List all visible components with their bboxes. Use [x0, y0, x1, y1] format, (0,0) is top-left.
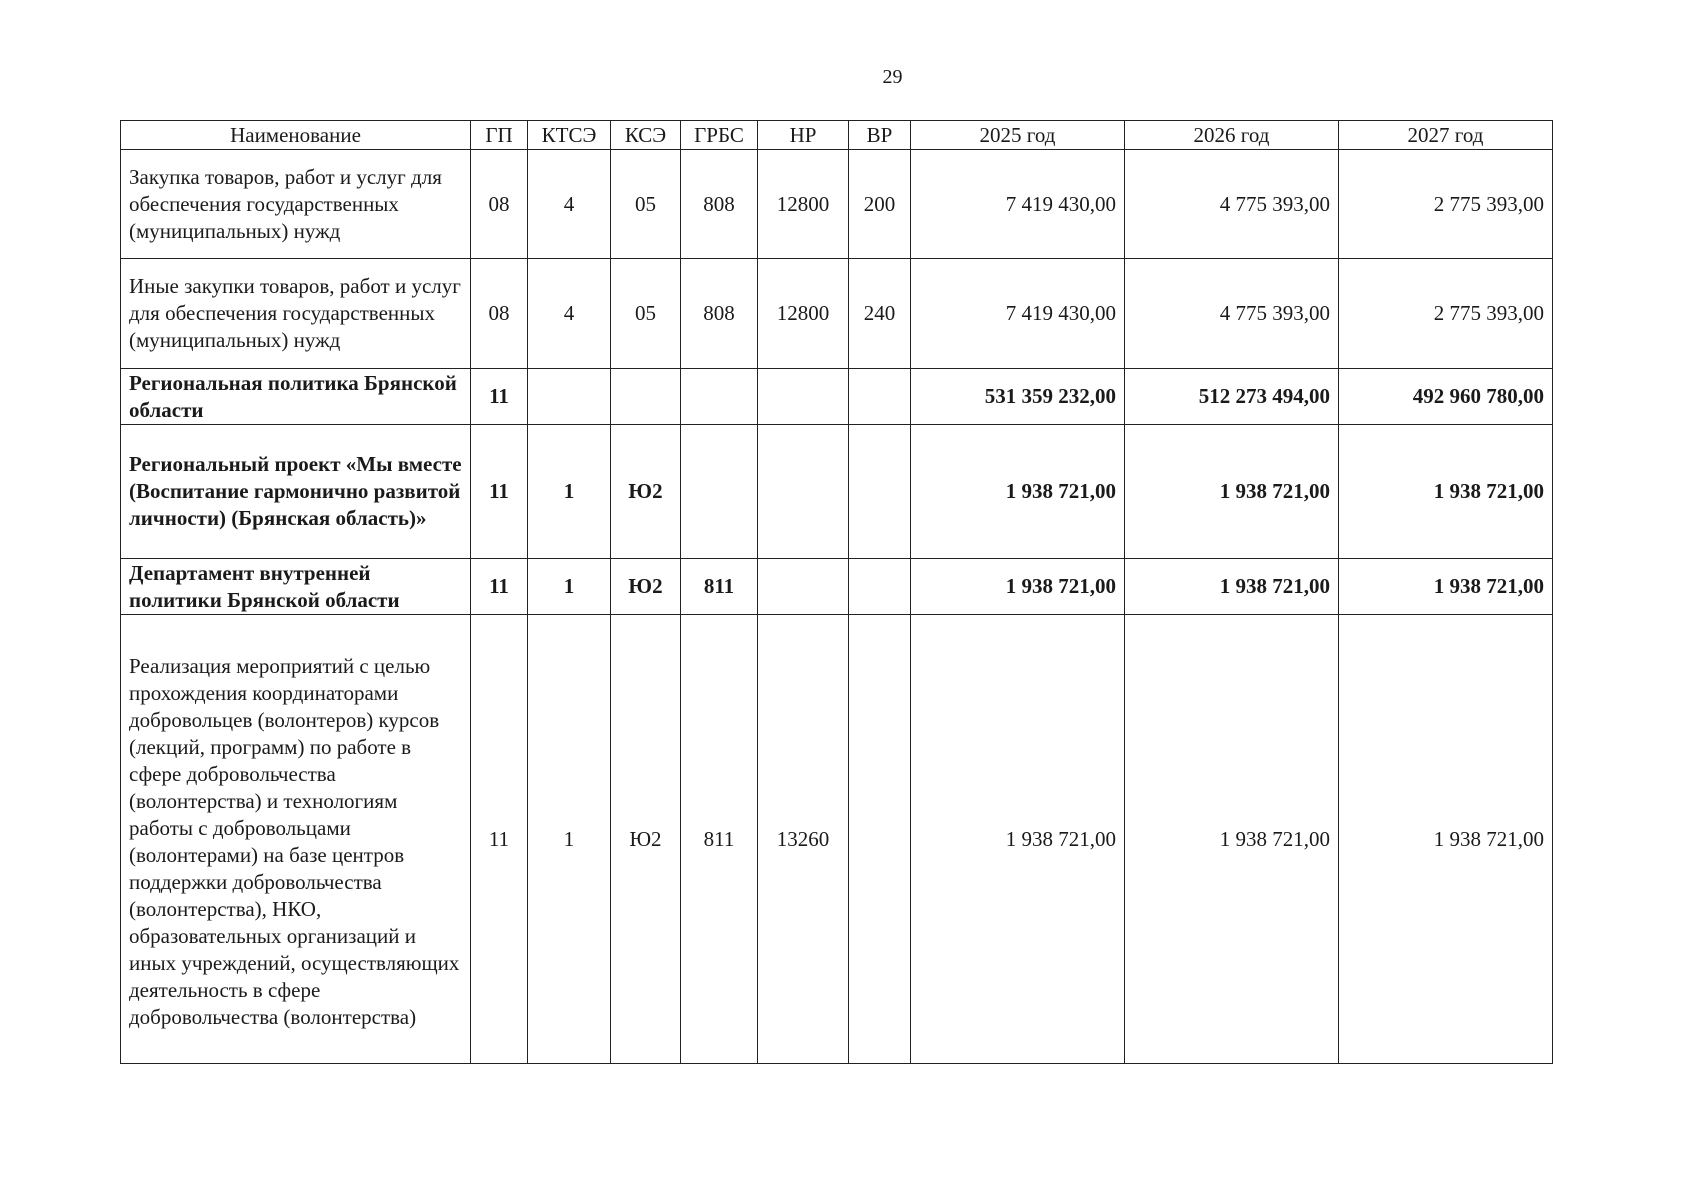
- header-nr: НР: [758, 121, 849, 150]
- row-nr: [758, 425, 849, 559]
- row-vr: [849, 369, 911, 425]
- row-gp: 08: [471, 259, 528, 369]
- table-row: [121, 259, 1553, 369]
- header-2026: 2026 год: [1125, 121, 1339, 150]
- row-kse: 05: [611, 259, 681, 369]
- row-ktse: 1: [528, 559, 611, 615]
- row-name: Иные закупки товаров, работ и услуг для обеспечения государственных (муниципальных) нужд: [121, 259, 471, 369]
- header-ktse: КТСЭ: [528, 121, 611, 150]
- row-nr: 12800: [758, 150, 849, 259]
- row-name: Региональная политика Брянской области: [121, 369, 471, 425]
- row-kse: [611, 369, 681, 425]
- table-row: [121, 425, 1553, 559]
- header-name: Наименование: [121, 121, 471, 150]
- row-2026: 4 775 393,00: [1125, 259, 1339, 369]
- row-grbs: 811: [681, 615, 758, 1064]
- row-gp: 11: [471, 369, 528, 425]
- row-kse: Ю2: [611, 425, 681, 559]
- row-2025: 1 938 721,00: [911, 615, 1125, 1064]
- row-2027: 2 775 393,00: [1339, 150, 1553, 259]
- row-grbs: 811: [681, 559, 758, 615]
- row-grbs: [681, 369, 758, 425]
- row-2027: 1 938 721,00: [1339, 615, 1553, 1064]
- row-kse: 05: [611, 150, 681, 259]
- page-number: 29: [882, 66, 903, 88]
- row-2027: 2 775 393,00: [1339, 259, 1553, 369]
- row-ktse: 4: [528, 150, 611, 259]
- budget-table: [120, 120, 1553, 1064]
- row-2025: 1 938 721,00: [911, 559, 1125, 615]
- row-ktse: 1: [528, 615, 611, 1064]
- row-gp: 11: [471, 559, 528, 615]
- row-nr: 12800: [758, 259, 849, 369]
- row-vr: 200: [849, 150, 911, 259]
- row-nr: 13260: [758, 615, 849, 1064]
- header-vr: ВР: [849, 121, 911, 150]
- header-kse: КСЭ: [611, 121, 681, 150]
- row-vr: 240: [849, 259, 911, 369]
- row-2026: 4 775 393,00: [1125, 150, 1339, 259]
- row-2026: 1 938 721,00: [1125, 425, 1339, 559]
- row-kse: Ю2: [611, 559, 681, 615]
- row-vr: [849, 615, 911, 1064]
- row-nr: [758, 369, 849, 425]
- row-2027: 1 938 721,00: [1339, 559, 1553, 615]
- row-2027: 1 938 721,00: [1339, 425, 1553, 559]
- table-row: [121, 559, 1553, 615]
- row-kse: Ю2: [611, 615, 681, 1064]
- row-name: Реализация мероприятий с целью прохождения координаторами добровольцев (волонтеров) курсов (лекций, программ) по работе в сфере добровольчества (волонтерства) и технологиям работы с добровольцами (волонтерами) на базе центров поддержки добровольчества (волонтерства), НКО, образовательных организаций и иных учреждений, осуществляющих деятельность в сфере добровольчества (волонтерства): [121, 615, 471, 1064]
- row-2027: 492 960 780,00: [1339, 369, 1553, 425]
- table-row: [121, 615, 1553, 1064]
- row-2026: 1 938 721,00: [1125, 559, 1339, 615]
- table-row: [121, 369, 1553, 425]
- row-nr: [758, 559, 849, 615]
- header-grbs: ГРБС: [681, 121, 758, 150]
- row-grbs: 808: [681, 259, 758, 369]
- row-2025: 7 419 430,00: [911, 150, 1125, 259]
- header-gp: ГП: [471, 121, 528, 150]
- row-2025: 1 938 721,00: [911, 425, 1125, 559]
- row-2026: 512 273 494,00: [1125, 369, 1339, 425]
- table-header-row: [121, 121, 1553, 150]
- row-ktse: [528, 369, 611, 425]
- row-grbs: 808: [681, 150, 758, 259]
- row-vr: [849, 559, 911, 615]
- row-gp: 08: [471, 150, 528, 259]
- header-2027: 2027 год: [1339, 121, 1553, 150]
- header-2025: 2025 год: [911, 121, 1125, 150]
- row-ktse: 1: [528, 425, 611, 559]
- row-gp: 11: [471, 425, 528, 559]
- row-vr: [849, 425, 911, 559]
- row-2026: 1 938 721,00: [1125, 615, 1339, 1064]
- row-2025: 531 359 232,00: [911, 369, 1125, 425]
- row-name: Закупка товаров, работ и услуг для обеспечения государственных (муниципальных) нужд: [121, 150, 471, 259]
- row-name: Региональный проект «Мы вместе (Воспитание гармонично развитой личности) (Брянская область)»: [121, 425, 471, 559]
- row-gp: 11: [471, 615, 528, 1064]
- row-name: Департамент внутренней политики Брянской области: [121, 559, 471, 615]
- row-grbs: [681, 425, 758, 559]
- row-ktse: 4: [528, 259, 611, 369]
- table-row: [121, 150, 1553, 259]
- row-2025: 7 419 430,00: [911, 259, 1125, 369]
